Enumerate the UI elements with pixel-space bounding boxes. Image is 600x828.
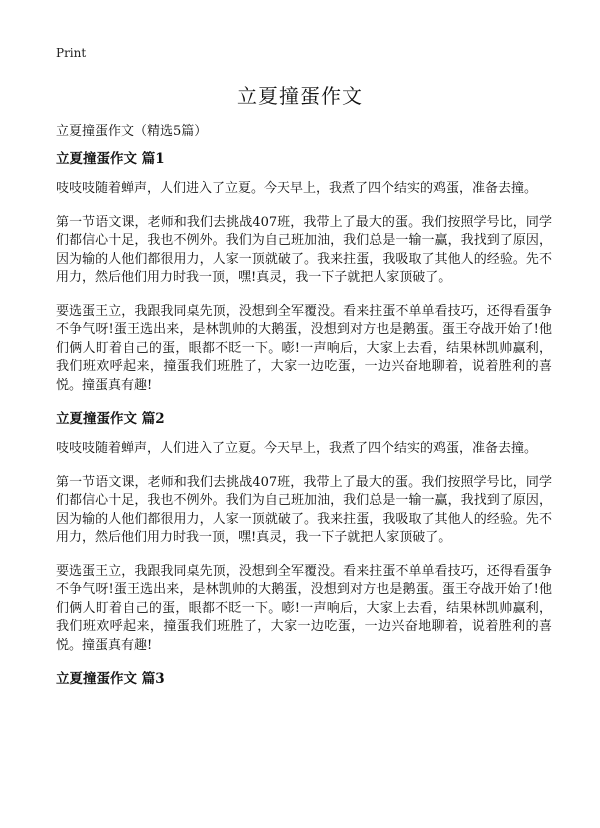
essay-section-1 [56, 150, 552, 395]
paragraph: 要选蛋王立，我跟我同桌先顶，没想到全军覆没。看来拄蛋不单单看技巧，还得看蛋争不争气呀!蛋王选出来，是林凯帅的大鹅蛋，没想到对方也是鹅蛋。蛋王夺战开始了!他们俩人盯着自己的蛋，眼都不眨一下。嘭!一声响后，大家上去看，结果林凯帅赢利，我们班欢呼起来，撞蛋我们班胜了，大家一边吃蛋，一边兴奋地聊着，说着胜利的喜悦。撞蛋真有趣! [56, 303, 552, 393]
paragraph: 第一节语文课，老师和我们去挑战407班，我带上了最大的蛋。我们按照学号比，同学们都信心十足，我也不例外。我们为自己班加油，我们总是一输一赢，我找到了原因，因为输的人他们都很用力，人家一顶就破了。我来拄蛋，我吸取了其他人的经验。先不用力，然后他们用力时我一顶，嘿!真灵，我一下子就把人家顶破了。 [56, 474, 552, 545]
document-subtitle: 立夏撞蛋作文（精选5篇） [56, 124, 208, 139]
essay-section-2 [56, 410, 552, 655]
page-title: 立夏撞蛋作文 [237, 84, 363, 108]
paragraph: 吱吱吱随着蝉声，人们进入了立夏。今天早上，我煮了四个结实的鸡蛋，准备去撞。 [56, 441, 538, 456]
essay-section-3 [56, 670, 552, 688]
paragraph: 要选蛋王立，我跟我同桌先顶，没想到全军覆没。看来拄蛋不单单看技巧，还得看蛋争不争气呀!蛋王选出来，是林凯帅的大鹅蛋，没想到对方也是鹅蛋。蛋王夺战开始了!他们俩人盯着自己的蛋，眼都不眨一下。嘭!一声响后，大家上去看，结果林凯帅赢利，我们班欢呼起来，撞蛋我们班胜了，大家一边吃蛋，一边兴奋地聊着，说着胜利的喜悦。撞蛋真有趣! [56, 563, 552, 653]
article-body [56, 150, 552, 700]
section-heading: 立夏撞蛋作文 篇1 [56, 151, 165, 167]
section-heading: 立夏撞蛋作文 篇2 [56, 411, 165, 427]
print-link[interactable]: Print [56, 46, 87, 60]
paragraph: 第一节语文课，老师和我们去挑战407班，我带上了最大的蛋。我们按照学号比，同学们都信心十足，我也不例外。我们为自己班加油，我们总是一输一赢，我找到了原因，因为输的人他们都很用力，人家一顶就破了。我来拄蛋，我吸取了其他人的经验。先不用力，然后他们用力时我一顶，嘿!真灵，我一下子就把人家顶破了。 [56, 214, 552, 285]
paragraph: 吱吱吱随着蝉声，人们进入了立夏。今天早上，我煮了四个结实的鸡蛋，准备去撞。 [56, 181, 538, 196]
section-heading: 立夏撞蛋作文 篇3 [56, 671, 165, 687]
